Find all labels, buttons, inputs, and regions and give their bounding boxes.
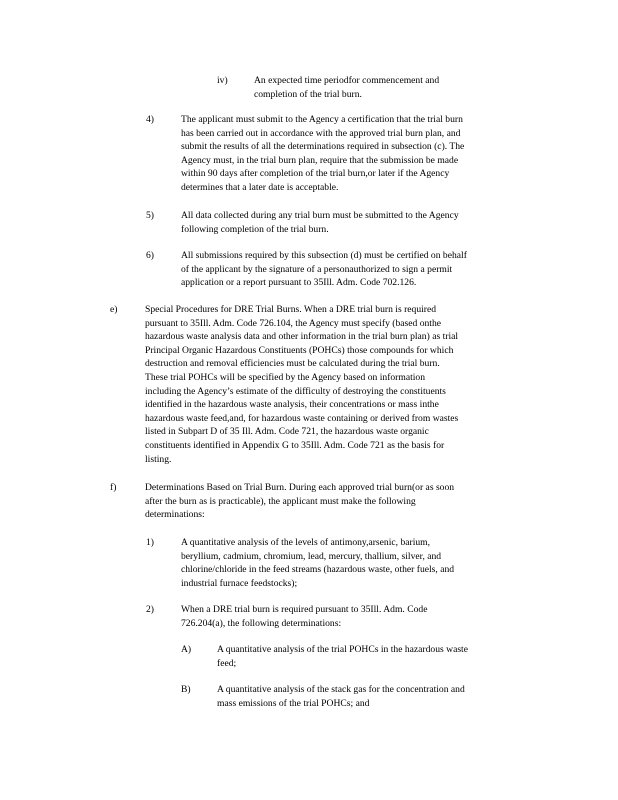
text-line: industrial furnace feedstocks);: [181, 577, 298, 589]
text-line: has been carried out in accordance with the approved trial burn plan, and: [181, 127, 461, 139]
text-line: pursuant to 35Ill. Adm. Code 726.104, the Agency must specify (based onthe: [145, 317, 442, 329]
text-line: application or a report pursuant to 35Ill. Adm. Code 702.126.: [181, 277, 417, 289]
text-line: A quantitative analysis of the stack gas for the concentration and: [217, 684, 465, 695]
item-f1-text: [181, 536, 526, 590]
text-line: An expected time periodfor commencement and: [254, 75, 440, 86]
text-line: All data collected during any trial burn must be submitted to the Agency: [181, 210, 459, 221]
text-line: These trial POHCs will be specified by the Agency based on information: [145, 371, 426, 383]
text-line: constituents identified in Appendix G to 35Ill. Adm. Code 721 as the basis for: [145, 439, 445, 451]
item-A-text: [217, 643, 537, 670]
text-line: Principal Organic Hazardous Constituents (POHCs) those compounds for which: [145, 344, 454, 356]
text-line: listed in Subpart D of 35 Ill. Adm. Code 721, the hazardous waste organic: [145, 426, 429, 438]
text-line: A quantitative analysis of the trial POHCs in the hazardous waste: [217, 644, 468, 655]
text-line: after the burn as is practicable), the applicant must make the following: [145, 495, 416, 507]
text-line: within 90 days after completion of the trial burn,or later if the Agency: [181, 168, 450, 180]
item-label-5: 5): [146, 210, 154, 221]
text-line: destruction and removal efficiencies must be calculated during the trial burn.: [145, 358, 440, 370]
text-line: The applicant must submit to the Agency a certification that the trial burn: [181, 114, 463, 125]
text-line: Special Procedures for DRE Trial Burns. When a DRE trial burn is required: [145, 304, 437, 315]
item-label-B: B): [181, 684, 191, 695]
text-line: following completion of the trial burn.: [181, 223, 329, 235]
text-line: identified in the hazardous waste analysis, their concentrations or mass inthe: [145, 399, 439, 411]
item-6-text: [181, 249, 541, 290]
item-B-text: [217, 683, 537, 710]
item-label-A: A): [181, 644, 192, 655]
text-line: mass emissions of the trial POHCs; and: [217, 697, 370, 709]
section-label-f: f): [110, 482, 117, 493]
text-line: chlorine/chloride in the feed streams (hazardous waste, other fuels, and: [181, 564, 455, 576]
item-label-6: 6): [146, 250, 154, 261]
text-line: of the applicant by the signature of a personauthorized to sign a permit: [181, 263, 453, 275]
text-line: A quantitative analysis of the levels of antimony,arsenic, barium,: [181, 537, 431, 548]
text-line: completion of the trial burn.: [254, 88, 362, 100]
item-label-f2: 2): [146, 604, 154, 615]
text-line: All submissions required by this subsection (d) must be certified on behalf: [181, 250, 467, 261]
text-line: determinations:: [145, 509, 205, 521]
text-line: listing.: [145, 453, 172, 465]
text-line: beryllium, cadmium, chromium, lead, mercury, thallium, silver, and: [181, 550, 442, 562]
item-5-text: [181, 209, 541, 236]
text-line: submit the results of all the determinations required in subsection (c). The: [181, 141, 465, 153]
section-e-text: [145, 303, 540, 466]
item-f2-text: [181, 603, 526, 630]
text-line: determines that a later date is acceptable.: [181, 181, 339, 193]
text-line: Determinations Based on Trial Burn. During each approved trial burn(or as soon: [145, 482, 455, 493]
item-4-text: [181, 113, 541, 195]
item-label-iv: iv): [217, 75, 228, 86]
text-line: 726.204(a), the following determinations:: [181, 617, 342, 629]
text-line: hazardous waste analysis data and other information in the trial burn plan) as trial: [145, 331, 459, 343]
item-label-4: 4): [146, 114, 154, 125]
text-line: including the Agency’s estimate of the difficulty of destroying the constituents: [145, 385, 446, 397]
text-line: hazardous waste feed,and, for hazardous waste containing or derived from wastes: [145, 412, 459, 424]
text-line: feed;: [217, 657, 237, 669]
text-line: When a DRE trial burn is required pursuant to 35Ill. Adm. Code: [181, 604, 428, 615]
section-label-e: e): [110, 304, 118, 315]
section-f-text: [145, 481, 540, 522]
item-label-f1: 1): [146, 537, 154, 548]
item-iv-text: [254, 74, 510, 101]
text-line: Agency must, in the trial burn plan, require that the submission be made: [181, 154, 459, 166]
